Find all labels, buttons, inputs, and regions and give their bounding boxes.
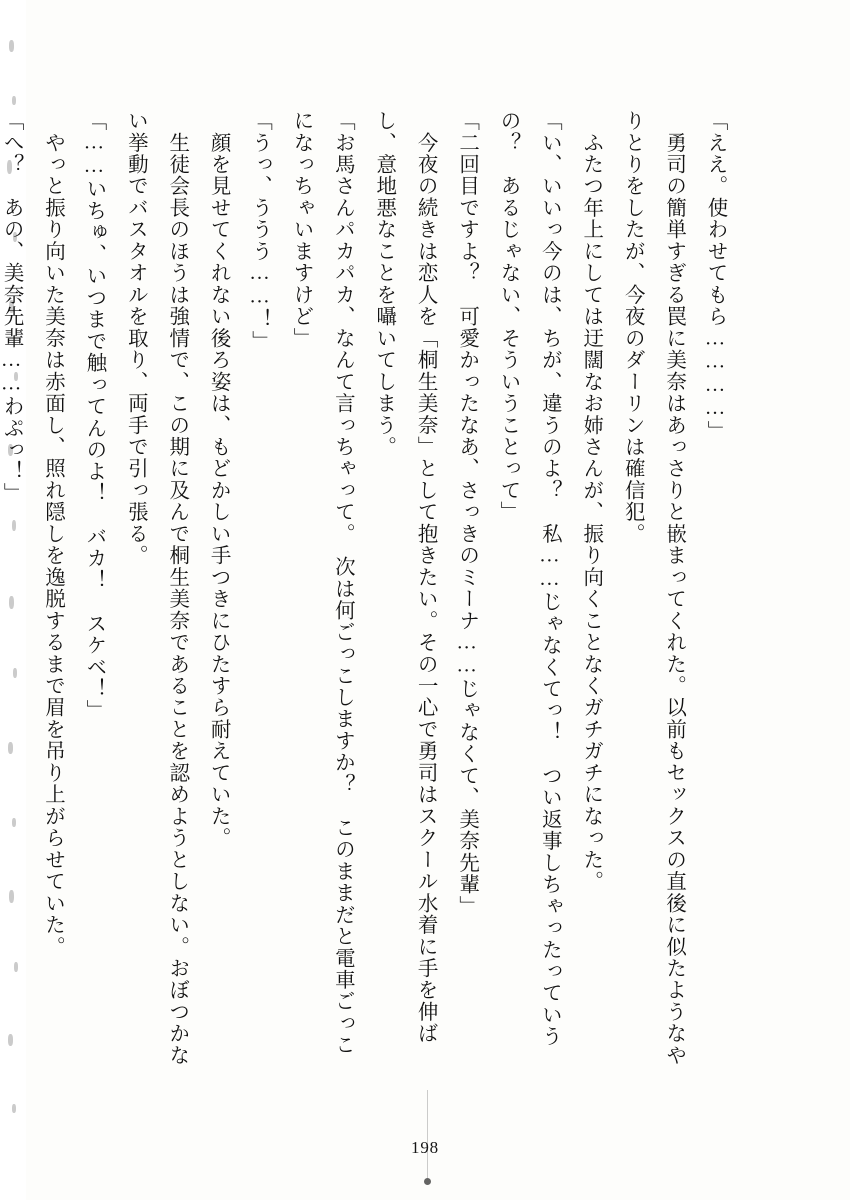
paragraph: 勇司の簡単すぎる罠に美奈はあっさりと嵌まってくれた。以前もセックスの直後に似たようなやりとりをしたが、今夜のダーリンは確信犯。 bbox=[621, 110, 685, 1067]
paragraph: 生徒会長のほうは強情で、この期に及んで桐生美奈であることを認めようとしない。おぼつかない挙動でバスタオルを取り、両手で引っ張る。 bbox=[124, 110, 188, 1067]
scan-speck bbox=[12, 1104, 16, 1113]
paragraph: 「二回目ですよ？ 可愛かったなあ、さっきのミーナ……じゃなくて、美奈先輩」 bbox=[455, 110, 478, 918]
paragraph: 「うっ、ううう……！」 bbox=[248, 110, 271, 353]
paragraph: 「……いちゅ、いつまで触ってんのよ！ バカ！ スケベ！」 bbox=[82, 110, 105, 722]
paragraph: 「へ？ あの、美奈先輩……わぷっ！」 bbox=[0, 110, 23, 505]
paragraph: 「お馬さんパカパカ、なんて言っちゃって。 次は何ごっこしますか？ このままだと電車ごっこになっちゃいますけど」 bbox=[289, 110, 354, 1056]
paragraph: やっと振り向いた美奈は赤面し、照れ隠しを逸脱するまで眉を吊り上がらせていた。 bbox=[41, 110, 64, 958]
paragraph: 「ええ。使わせてもら…………」 bbox=[704, 110, 726, 442]
scan-speck bbox=[12, 96, 16, 105]
spine-shadow bbox=[427, 1090, 428, 1178]
paragraph: 顔を見せてくれない後ろ姿は、もどかしい手つきにひたすら耐えていた。 bbox=[207, 110, 230, 849]
page-number: 198 bbox=[410, 1138, 440, 1157]
paragraph: 今夜の続きは恋人を「桐生美奈」として抱きたい。その一心で勇司はスクール水着に手を伸ばし、意地悪なことを囁いてしまう。 bbox=[372, 110, 437, 1045]
body-text bbox=[0, 110, 735, 1070]
paragraph: ふたつ年上にしては迂闊なお姉さんが、振り向くことなくガチガチになった。 bbox=[579, 110, 602, 893]
paragraph: 「い、いいっ今のは、ちが、違うのよ？ 私……じゃなくてっ！ つい返事しちゃったっていうの？ あるじゃない、そういうことって」 bbox=[496, 110, 561, 1048]
spine-dot bbox=[424, 1178, 431, 1185]
scan-speck bbox=[9, 40, 14, 52]
